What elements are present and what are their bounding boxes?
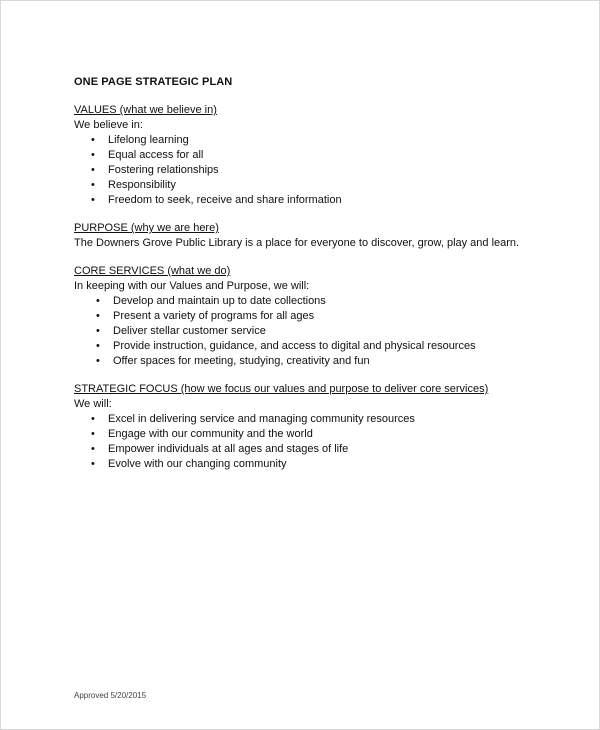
list-item-text: Responsibility — [108, 179, 176, 191]
bullet-icon: • — [96, 325, 100, 337]
bullet-icon: • — [96, 310, 100, 322]
document-title: ONE PAGE STRATEGIC PLAN — [74, 76, 233, 88]
core-services-intro: In keeping with our Values and Purpose, we will: — [74, 280, 310, 292]
purpose-section — [74, 221, 544, 251]
list-item-text: Evolve with our changing community — [108, 458, 287, 470]
strategic-focus-section — [74, 382, 544, 472]
list-item — [74, 148, 544, 163]
bullet-icon: • — [91, 458, 95, 470]
list-item-text: Develop and maintain up to date collections — [113, 295, 326, 307]
list-item — [74, 442, 544, 457]
bullet-icon: • — [91, 194, 95, 206]
values-heading: VALUES (what we believe in) — [74, 104, 217, 116]
list-item-text: Provide instruction, guidance, and access to digital and physical resources — [113, 340, 476, 352]
document-content — [74, 75, 544, 485]
list-item — [74, 354, 544, 369]
list-item — [74, 427, 544, 442]
values-section — [74, 103, 544, 208]
list-item — [74, 163, 544, 178]
bullet-icon: • — [96, 340, 100, 352]
strategic-focus-heading: STRATEGIC FOCUS (how we focus our values and purpose to deliver core services) — [74, 383, 489, 395]
purpose-body: The Downers Grove Public Library is a place for everyone to discover, grow, play and learn. — [74, 237, 520, 249]
list-item-text: Freedom to seek, receive and share information — [108, 194, 342, 206]
list-item-text: Lifelong learning — [108, 134, 189, 146]
bullet-icon: • — [91, 164, 95, 176]
list-item — [74, 309, 544, 324]
list-item — [74, 178, 544, 193]
list-item-text: Fostering relationships — [108, 164, 219, 176]
footer-approval-note: Approved 5/20/2015 — [74, 691, 147, 700]
strategic-focus-intro: We will: — [74, 398, 112, 410]
list-item — [74, 339, 544, 354]
list-item-text: Excel in delivering service and managing community resources — [108, 413, 415, 425]
list-item — [74, 324, 544, 339]
bullet-icon: • — [91, 179, 95, 191]
bullet-icon: • — [91, 443, 95, 455]
list-item-text: Deliver stellar customer service — [113, 325, 266, 337]
list-item-text: Offer spaces for meeting, studying, creativity and fun — [113, 355, 370, 367]
list-item — [74, 412, 544, 427]
bullet-icon: • — [91, 149, 95, 161]
list-item — [74, 294, 544, 309]
bullet-icon: • — [96, 295, 100, 307]
bullet-icon: • — [91, 413, 95, 425]
list-item-text: Equal access for all — [108, 149, 204, 161]
core-services-heading: CORE SERVICES (what we do) — [74, 265, 231, 277]
core-services-section — [74, 264, 544, 369]
values-intro: We believe in: — [74, 119, 143, 131]
bullet-icon: • — [96, 355, 100, 367]
core-services-list — [74, 294, 544, 369]
list-item — [74, 133, 544, 148]
strategic-focus-list — [74, 412, 544, 472]
list-item-text: Engage with our community and the world — [108, 428, 313, 440]
bullet-icon: • — [91, 134, 95, 146]
purpose-heading: PURPOSE (why we are here) — [74, 222, 219, 234]
bullet-icon: • — [91, 428, 95, 440]
values-list — [74, 133, 544, 208]
list-item-text: Empower individuals at all ages and stages of life — [108, 443, 349, 455]
list-item-text: Present a variety of programs for all ages — [113, 310, 315, 322]
list-item — [74, 457, 544, 472]
list-item — [74, 193, 544, 208]
